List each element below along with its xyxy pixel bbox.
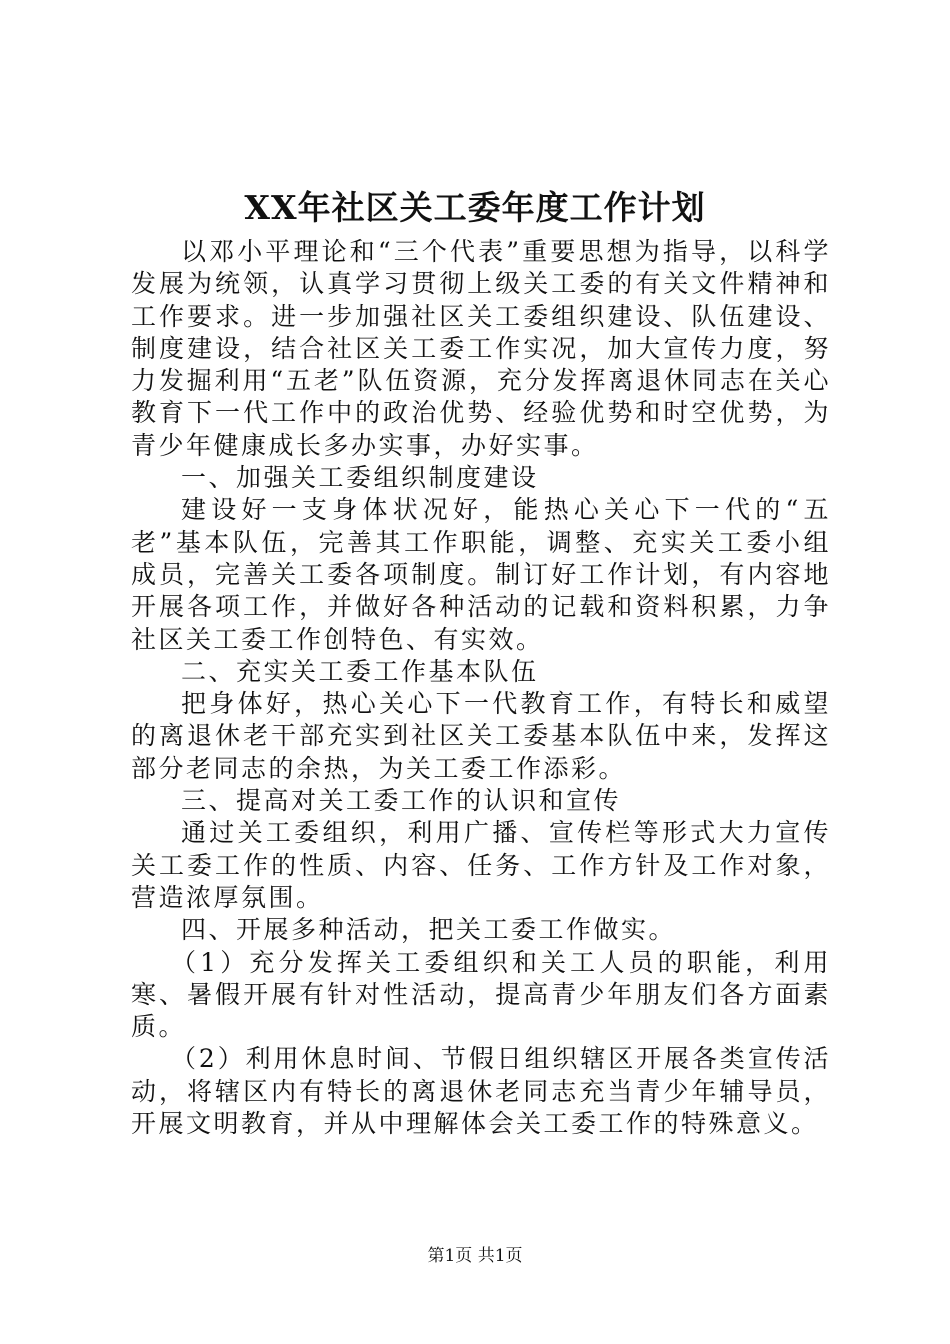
section-paragraph-1: 建设好一支身体状况好，能热心关心下一代的“五老”基本队伍，完善其工作职能，调整、充实关工委小组成员，完善关工委各项制度。制订好工作计划，有内容地开展各项工作，并做好各种活动的记载和资料积累，力争社区关工委工作创特色、有实效。 bbox=[131, 495, 831, 654]
list-item-1: （1）充分发挥关工委组织和关工人员的职能，利用寒、暑假开展有针对性活动，提高青少年朋友们各方面素质。 bbox=[131, 947, 831, 1042]
document-title: XX年社区关工委年度工作计划 bbox=[244, 188, 706, 227]
section-heading-4: 四、开展多种活动，把关工委工作做实。 bbox=[181, 915, 677, 945]
list-item-2: （2）利用休息时间、节假日组织辖区开展各类宣传活动，将辖区内有特长的离退休老同志充当青少年辅导员，开展文明教育，并从中理解体会关工委工作的特殊意义。 bbox=[131, 1044, 831, 1139]
document-body bbox=[131, 236, 831, 1140]
section-heading-1: 一、加强关工委组织制度建设 bbox=[181, 463, 539, 493]
section-paragraph-2: 把身体好，热心关心下一代教育工作，有特长和威望的离退休老干部充实到社区关工委基本队伍中来，发挥这部分老同志的余热，为关工委工作添彩。 bbox=[131, 689, 831, 783]
page-footer: 第1页 共1页 bbox=[427, 1246, 523, 1266]
section-heading-2: 二、充实关工委工作基本队伍 bbox=[181, 656, 539, 686]
section-paragraph-3: 通过关工委组织，利用广播、宣传栏等形式大力宣传关工委工作的性质、内容、任务、工作方针及工作对象，营造浓厚氛围。 bbox=[131, 818, 831, 912]
intro-paragraph: 以邓小平理论和“三个代表”重要思想为指导，以科学发展为统领，认真学习贯彻上级关工委的有关文件精神和工作要求。进一步加强社区关工委组织建设、队伍建设、制度建设，结合社区关工委工作实况，加大宣传力度，努力发掘利用“五老”队伍资源，充分发挥离退休同志在关心教育下一代工作中的政治优势、经验优势和时空优势，为青少年健康成长多办实事，办好实事。 bbox=[131, 237, 831, 460]
section-heading-3: 三、提高对关工委工作的认识和宣传 bbox=[181, 786, 622, 816]
